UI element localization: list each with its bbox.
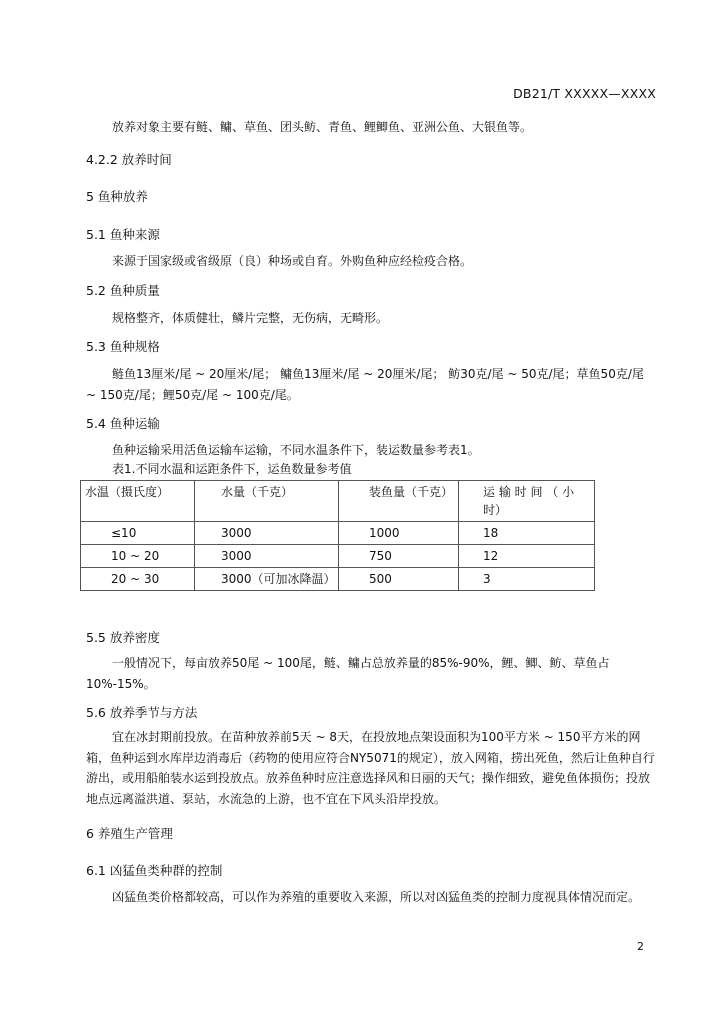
- cell-volume: 3000: [195, 522, 339, 545]
- heading-5-2: 5.2 鱼种质量: [86, 283, 160, 298]
- cell-load: 750: [339, 545, 459, 568]
- table-header-row: [81, 481, 595, 522]
- cell-temp: ≤10: [81, 522, 195, 545]
- cell-temp: 20 ~ 30: [81, 568, 195, 591]
- header-water-temp: 水温（摄氏度）: [81, 481, 195, 522]
- paragraph-5-2: 规格整齐，体质健壮，鳞片完整，无伤病，无畸形。: [112, 311, 389, 325]
- page-number: 2: [637, 940, 644, 953]
- heading-4-2-2: 4.2.2 放养时间: [86, 152, 172, 167]
- cell-time: 12: [459, 545, 595, 568]
- cell-load: 1000: [339, 522, 459, 545]
- document-code: DB21/T XXXXX—XXXX: [513, 86, 656, 101]
- paragraph-5-1: 来源于国家级或省级原（良）种场或自育。外购鱼种应经检疫合格。: [112, 254, 473, 268]
- header-fish-load: 装鱼量（千克）: [339, 481, 459, 522]
- paragraph-5-3: 鲢鱼13厘米/尾 ~ 20厘米/尾； 鳙鱼13厘米/尾 ~ 20厘米/尾； 鲂30克/尾 ~ 50克/尾；草鱼50克/尾 ~ 150克/尾；鲤50克/尾 ~ 100克/尾。: [86, 367, 644, 402]
- heading-6-1: 6.1 凶猛鱼类种群的控制: [86, 863, 223, 878]
- cell-volume: 3000: [195, 545, 339, 568]
- transport-table: [80, 480, 595, 591]
- cell-temp: 10 ~ 20: [81, 545, 195, 568]
- heading-5: 5 鱼种放养: [86, 189, 148, 204]
- paragraph-5-4: 鱼种运输采用活鱼运输车运输，不同水温条件下，装运数量参考表1。: [112, 443, 480, 457]
- table-row: [81, 545, 595, 568]
- species-paragraph: 放养对象主要有鲢、鳙、草鱼、团头鲂、青鱼、鲤鲫鱼、亚洲公鱼、大银鱼等。: [112, 120, 533, 134]
- table-row: [81, 522, 595, 545]
- table-row: [81, 568, 595, 591]
- cell-time: 18: [459, 522, 595, 545]
- heading-5-4: 5.4 鱼种运输: [86, 416, 160, 431]
- cell-volume: 3000（可加冰降温）: [195, 568, 339, 591]
- paragraph-5-5: 一般情况下，每亩放养50尾 ~ 100尾，鲢、鳙占总放养量的85%-90%，鲤、鲫、鲂、草鱼占10%-15%。: [86, 656, 610, 691]
- cell-load: 500: [339, 568, 459, 591]
- header-water-volume: 水量（千克）: [195, 481, 339, 522]
- paragraph-5-6: 宜在冰封期前投放。在苗种放养前5天 ~ 8天，在投放地点架设面积为100平方米 ~ 150平方米的网箱，鱼种运到水库岸边消毒后（药物的使用应符合NY5071的规定），放入网箱，捞出死鱼，然后让鱼种自行游出，或用船舶装水运到投放点。放养鱼种时应注意选择风和日丽的天气；操作细致，避免鱼体损伤；投放地点远离溢洪道、泵站，水流急的上游，也不宜在下风头沿岸投放。: [86, 730, 655, 806]
- header-transport-time: 运 输 时 间 （ 小 时）: [459, 481, 595, 522]
- table-caption: 表1.不同水温和运距条件下，运鱼数量参考值: [112, 462, 352, 476]
- paragraph-6-1: 凶猛鱼类价格都较高，可以作为养殖的重要收入来源，所以对凶猛鱼类的控制力度视具体情况而定。: [112, 890, 641, 904]
- heading-5-1: 5.1 鱼种来源: [86, 227, 160, 242]
- heading-5-3: 5.3 鱼种规格: [86, 339, 160, 354]
- heading-5-6: 5.6 放养季节与方法: [86, 705, 198, 720]
- heading-5-5: 5.5 放养密度: [86, 630, 160, 645]
- cell-time: 3: [459, 568, 595, 591]
- heading-6: 6 养殖生产管理: [86, 826, 173, 841]
